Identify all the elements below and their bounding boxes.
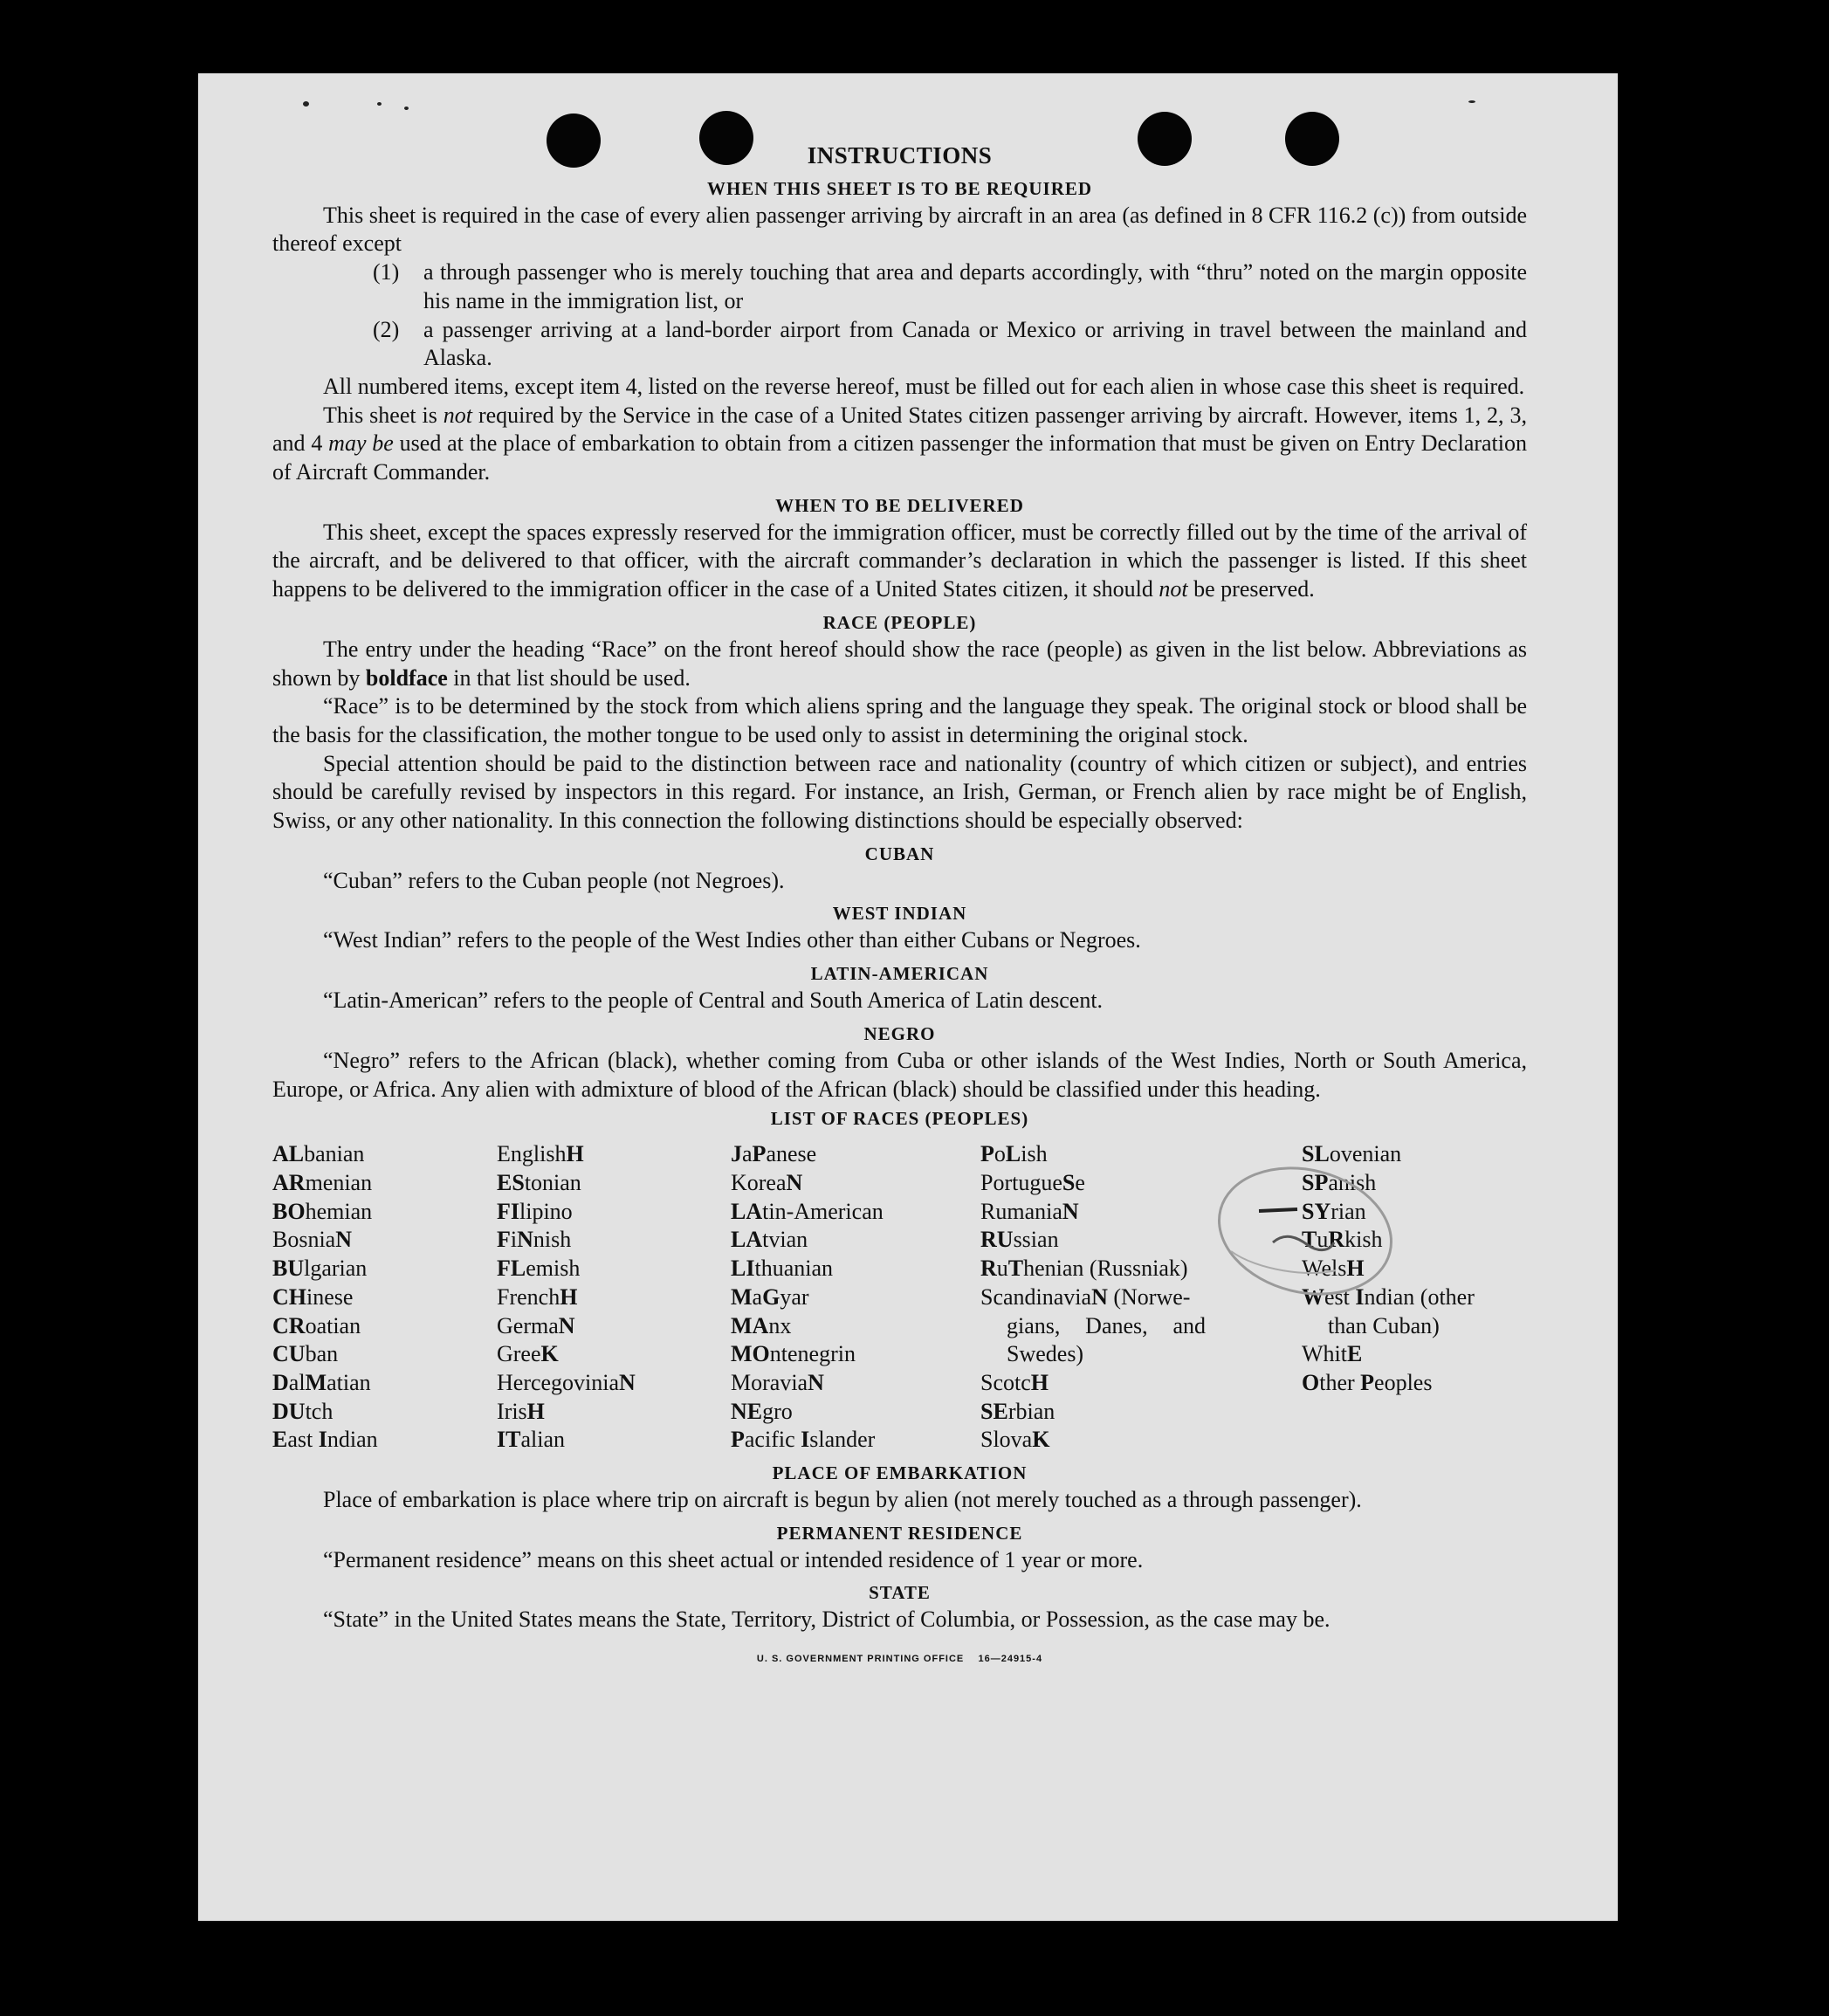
paragraph: “Latin-American” refers to the people of Central and South America of Latin descent.: [323, 987, 1104, 1014]
race-entry: Swedes): [1007, 1341, 1084, 1367]
item-number: (1): [373, 259, 400, 286]
text-run: in that list should be used.: [447, 664, 691, 691]
race-word: and: [1172, 1312, 1206, 1338]
race-entry: RuThenian (Russniak): [980, 1256, 1188, 1282]
race-entry: DUtch: [272, 1398, 333, 1424]
race-entry: MaGyar: [731, 1283, 809, 1310]
race-entry: GermaN: [497, 1312, 575, 1338]
race-entry: CRoatian: [272, 1312, 361, 1338]
instructions-content: [272, 141, 1527, 1674]
text-run: This sheet, except the spaces expressly reserved for the immigration officer, must be correctly filled out by the time of the arrival of the aircraft, and be delivered to that officer, with the aircraft commander’s declaration in which the passenger is listed. If this sheet happens to be delivered to the immigration officer in the case of a United States citizen, it should: [272, 519, 1527, 602]
race-entry: ALbanian: [272, 1141, 365, 1167]
speck-mark: [377, 102, 382, 106]
race-entry: SLovenian: [1302, 1141, 1402, 1167]
race-entry: CUban: [272, 1341, 339, 1367]
paragraph: [272, 402, 1527, 487]
section-heading: NEGRO: [863, 1022, 936, 1044]
races-column: [272, 1140, 497, 1455]
printer-footer: U. S. GOVERNMENT PRINTING OFFICE 16—24915-4: [756, 1654, 1043, 1665]
race-word: Danes,: [1085, 1312, 1148, 1338]
race-entry: SErbian: [980, 1398, 1055, 1424]
document-sheet: [198, 73, 1618, 1921]
paragraph: “Race” is to be determined by the stock from which aliens spring and the language they speak. The original stock or blood shall be the basis for the classification, the mother tongue to be used only to assist in determining the original stock.: [272, 693, 1527, 747]
section-heading: WHEN THIS SHEET IS TO BE REQUIRED: [706, 177, 1093, 199]
race-entry: ScotcH: [980, 1369, 1049, 1395]
race-entry: PortugueSe: [980, 1169, 1085, 1195]
race-entry: ITalian: [497, 1427, 565, 1453]
race-word: gians,: [1007, 1312, 1061, 1338]
race-entry: West Indian (other: [1302, 1283, 1475, 1310]
italic-text: not: [1159, 576, 1188, 602]
section-heading: PLACE OF EMBARKATION: [772, 1462, 1028, 1484]
speck-mark: [1468, 100, 1475, 103]
race-entry: [980, 1312, 1206, 1341]
paragraph: All numbered items, except item 4, listed on the reverse hereof, must be filled out for each alien in whose case this sheet is required.: [323, 373, 1525, 399]
race-entry: SPanish: [1302, 1169, 1377, 1195]
race-entry: HercegoviniaN: [497, 1369, 636, 1395]
race-entry: FrenchH: [497, 1283, 578, 1310]
race-entry: MoraviaN: [731, 1369, 824, 1395]
italic-text: not: [443, 402, 473, 428]
race-entry: NEgro: [731, 1398, 793, 1424]
race-entry: BosniaN: [272, 1227, 353, 1253]
races-column: [497, 1140, 731, 1455]
race-entry: JaPanese: [731, 1141, 817, 1167]
item-text: a passenger arriving at a land-border airport from Canada or Mexico or arriving in travel between the mainland and Alaska.: [423, 316, 1527, 371]
paragraph: “State” in the United States means the State, Territory, District of Columbia, or Possession, as the case may be.: [323, 1607, 1330, 1633]
race-entry: RumaniaN: [980, 1198, 1079, 1224]
paragraph: Place of embarkation is place where trip on aircraft is begun by alien (not merely touched as a through passenger).: [323, 1487, 1362, 1513]
race-entry: LIthuanian: [731, 1256, 833, 1282]
section-heading: STATE: [869, 1582, 931, 1604]
paragraph: Special attention should be paid to the distinction between race and nationality (country of which citizen or subject), and entries should be carefully revised by inspectors in this regard. For instance, an Irish, German, or French alien by race might be of English, Swiss, or any other nationality. In this connection the following distinctions should be especially observed:: [272, 750, 1527, 834]
page-title: INSTRUCTIONS: [807, 142, 993, 169]
race-entry: FLemish: [497, 1256, 581, 1282]
race-entry: DalMatian: [272, 1369, 371, 1395]
speck-mark: [404, 107, 409, 110]
handwritten-circle-mark: [1205, 1139, 1401, 1323]
section-heading: WHEN TO BE DELIVERED: [775, 494, 1024, 516]
paragraph: This sheet is required in the case of every alien passenger arriving by aircraft in an area (as defined in 8 CFR 116.2 (c)) from outside thereof except: [272, 202, 1527, 257]
list-item: [373, 316, 1527, 373]
race-entry: CHinese: [272, 1283, 354, 1310]
paragraph: [272, 519, 1527, 604]
race-entry: IrisH: [497, 1398, 545, 1424]
race-entry: BOhemian: [272, 1198, 373, 1224]
race-entry: GreeK: [497, 1341, 559, 1367]
race-entry: KoreaN: [731, 1169, 803, 1195]
race-entry: TuRkish: [1302, 1227, 1383, 1253]
paragraph: “Cuban” refers to the Cuban people (not Negroes).: [323, 867, 785, 893]
section-heading: LIST OF RACES (PEOPLES): [770, 1108, 1029, 1130]
race-entry: WhitE: [1302, 1341, 1363, 1367]
speck-mark: [303, 101, 309, 107]
race-entry: FiNnish: [497, 1227, 572, 1253]
list-item: [373, 258, 1527, 315]
race-entry: MAnx: [731, 1312, 792, 1338]
race-entry: East Indian: [272, 1427, 378, 1453]
races-column: [980, 1140, 1232, 1455]
paragraph: [272, 636, 1527, 692]
section-heading: RACE (PEOPLE): [822, 611, 977, 633]
race-entry: Other Peoples: [1302, 1369, 1433, 1395]
race-entry: Pacific Islander: [731, 1427, 876, 1453]
race-entry: WelsH: [1302, 1256, 1365, 1282]
race-entry: RUssian: [980, 1227, 1059, 1253]
race-entry: FIlipino: [497, 1198, 573, 1224]
races-column: [731, 1140, 980, 1455]
race-entry: SlovaK: [980, 1427, 1050, 1453]
race-entry: SYrian: [1302, 1198, 1366, 1224]
race-entry: EnglishH: [497, 1141, 584, 1167]
italic-text: may be: [328, 430, 394, 457]
section-heading: LATIN-AMERICAN: [810, 963, 989, 985]
text-run: This sheet is: [323, 402, 443, 428]
race-entry: ScandinaviaN (Norwe-: [980, 1283, 1191, 1310]
section-heading: CUBAN: [864, 843, 935, 864]
race-entry: BUlgarian: [272, 1256, 368, 1282]
race-entry: LAtin-American: [731, 1198, 884, 1224]
race-entry: ARmenian: [272, 1169, 373, 1195]
section-heading: PERMANENT RESIDENCE: [776, 1522, 1023, 1544]
race-entry: PoLish: [980, 1141, 1048, 1167]
text-run: be preserved.: [1187, 576, 1315, 602]
item-text: a through passenger who is merely touching that area and departs accordingly, with “thru” noted on the margin opposite his name in the immigration list, or: [423, 259, 1527, 313]
race-entry: than Cuban): [1328, 1312, 1440, 1338]
text-run: used at the place of embarkation to obtain from a citizen passenger the information that must be given on Entry Declaration of Aircraft Commander.: [272, 430, 1527, 485]
text-run: required by the Service in the case of a United States citizen passenger arriving by aircraft. However, items 1, 2, 3, and 4: [272, 402, 1527, 457]
item-number: (2): [373, 316, 400, 342]
paragraph: “Negro” refers to the African (black), whether coming from Cuba or other islands of the West Indies, North or South America, Europe, or Africa. Any alien with admixture of blood of the African (black) should be classified under this heading.: [272, 1047, 1527, 1102]
bold-text: boldface: [365, 664, 448, 691]
section-heading: WEST INDIAN: [832, 903, 967, 925]
text-run: The entry under the heading “Race” on the front hereof should show the race (people) as given in the list below. Abbreviations as shown by: [272, 636, 1527, 691]
race-entry: EStonian: [497, 1169, 581, 1195]
race-entry: MOntenegrin: [731, 1341, 856, 1367]
race-entry: LAtvian: [731, 1227, 808, 1253]
paragraph: “Permanent residence” means on this sheet actual or intended residence of 1 year or more.: [323, 1546, 1144, 1572]
paragraph: “West Indian” refers to the people of the West Indies other than either Cubans or Negroes.: [323, 927, 1141, 953]
